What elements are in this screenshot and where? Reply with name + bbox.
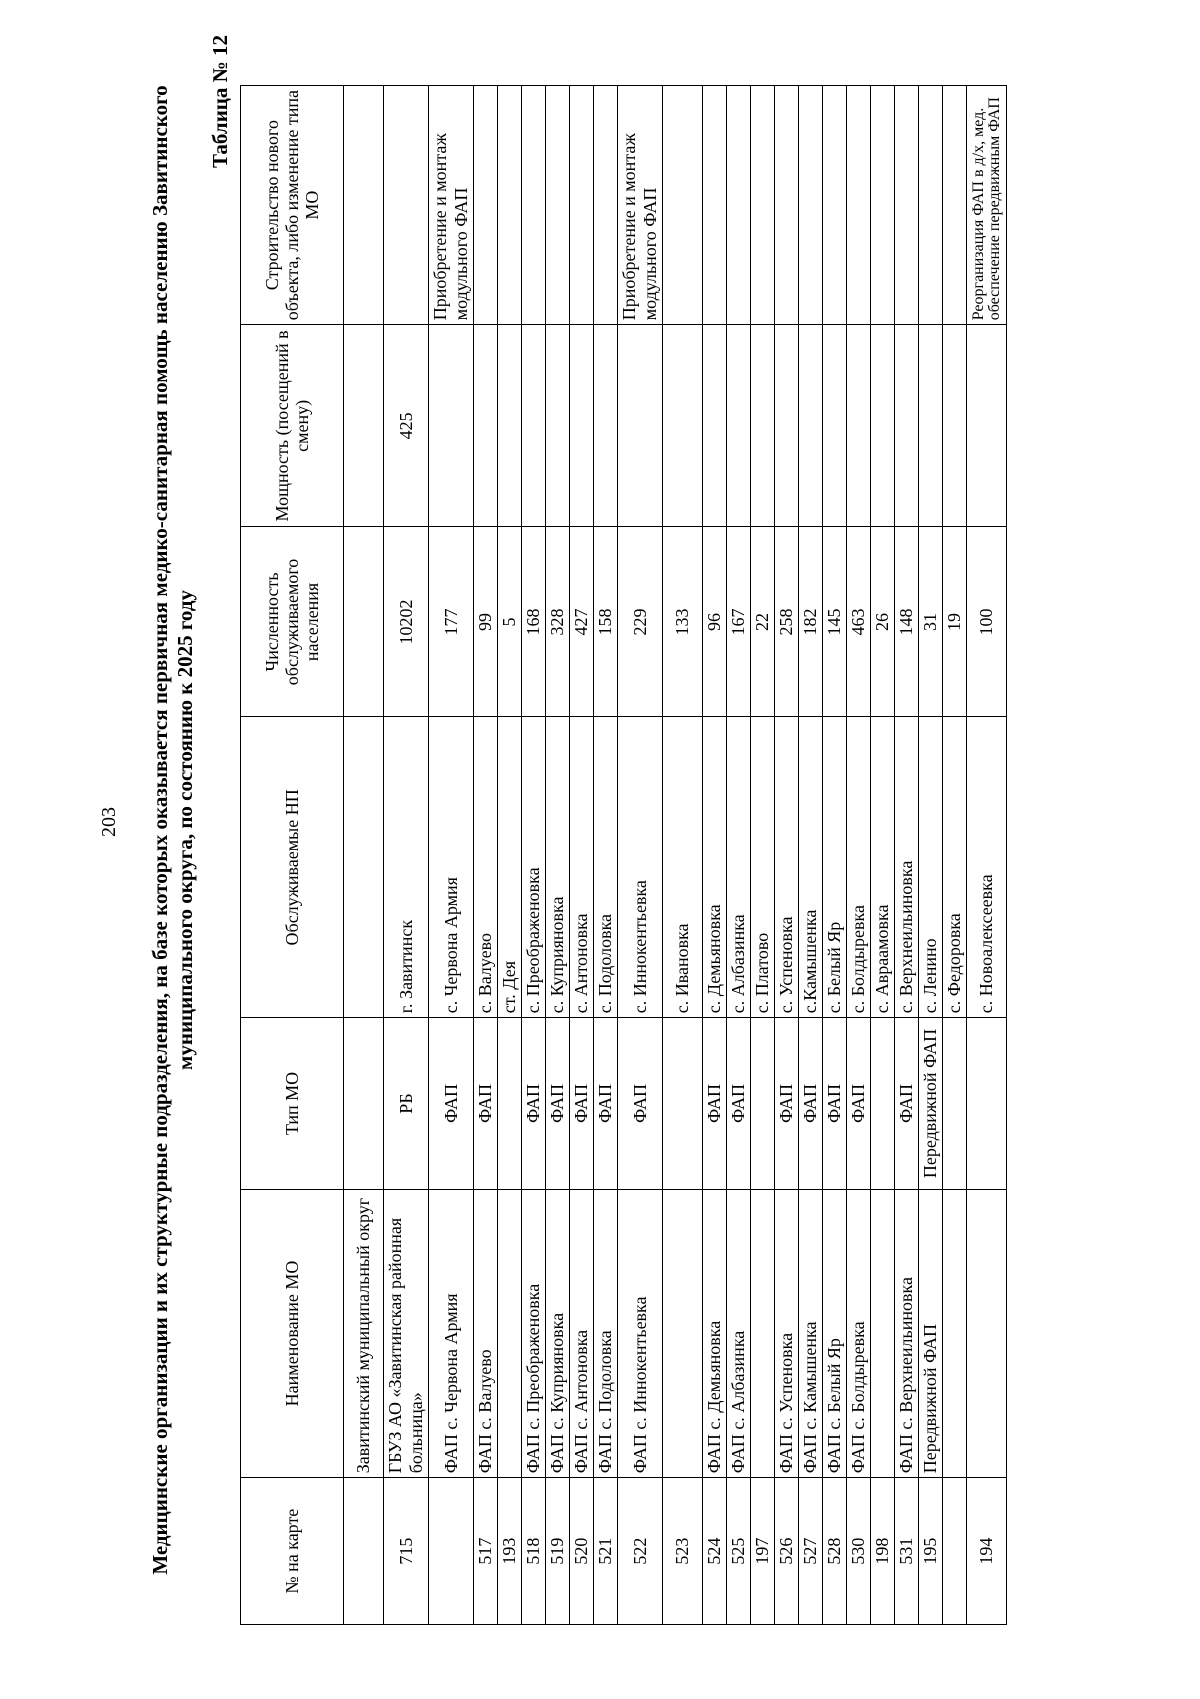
table-row [847, 86, 871, 1625]
cell-settlement: с. Антоновка [570, 717, 594, 1018]
header-capacity: Мощность (посещений в смену) [241, 325, 344, 527]
cell-map-number: 526 [775, 1478, 799, 1625]
cell-capacity [919, 325, 943, 527]
table-row [594, 86, 618, 1625]
cell-capacity [522, 325, 546, 527]
cell-construction [799, 86, 823, 325]
cell-settlement: с. Болдыревка [847, 717, 871, 1018]
table-row [751, 86, 775, 1625]
cell-capacity [594, 325, 618, 527]
cell-map-number: 528 [823, 1478, 847, 1625]
cell-mo-type [871, 1018, 895, 1189]
cell-capacity [943, 325, 967, 527]
cell-population: 258 [775, 527, 799, 717]
cell-settlement [344, 717, 384, 1018]
table-row [618, 86, 663, 1625]
document-title-line2: муниципального округа, по состоянию к 2025 году [173, 590, 197, 1070]
cell-population: 168 [522, 527, 546, 717]
cell-map-number: 521 [594, 1478, 618, 1625]
table-row [384, 86, 429, 1625]
cell-mo-name: ФАП с. Подоловка [594, 1189, 618, 1478]
cell-capacity [570, 325, 594, 527]
cell-map-number: 194 [967, 1478, 1007, 1625]
cell-mo-type: ФАП [546, 1018, 570, 1189]
table-row [344, 86, 384, 1625]
cell-mo-type: ФАП [895, 1018, 919, 1189]
table-row [522, 86, 546, 1625]
cell-construction [474, 86, 498, 325]
cell-map-number: 519 [546, 1478, 570, 1625]
cell-mo-type [967, 1018, 1007, 1189]
cell-population: 19 [943, 527, 967, 717]
rotated-content [148, 35, 1008, 1625]
cell-population: 167 [727, 527, 751, 717]
cell-capacity [847, 325, 871, 527]
cell-map-number: 523 [663, 1478, 703, 1625]
cell-settlement: с. Червона Армия [429, 717, 474, 1018]
table-row [429, 86, 474, 1625]
table-body [344, 86, 1007, 1625]
table-caption: Таблица № 12 [208, 35, 232, 169]
cell-settlement: с. Подоловка [594, 717, 618, 1018]
cell-population: 463 [847, 527, 871, 717]
cell-map-number [943, 1478, 967, 1625]
table-row [943, 86, 967, 1625]
cell-mo-name [871, 1189, 895, 1478]
cell-construction [703, 86, 727, 325]
cell-mo-name [943, 1189, 967, 1478]
cell-construction [751, 86, 775, 325]
cell-construction [775, 86, 799, 325]
cell-mo-name [498, 1189, 522, 1478]
cell-mo-name: ФАП с. Камышенка [799, 1189, 823, 1478]
cell-capacity [895, 325, 919, 527]
cell-map-number [344, 1478, 384, 1625]
cell-capacity [703, 325, 727, 527]
header-row [241, 86, 344, 1625]
cell-mo-type [344, 1018, 384, 1189]
cell-population: 229 [618, 527, 663, 717]
page-number: 203 [98, 807, 120, 837]
cell-capacity [775, 325, 799, 527]
cell-mo-name [967, 1189, 1007, 1478]
cell-settlement: с. Авраамовка [871, 717, 895, 1018]
cell-settlement: с. Ивановка [663, 717, 703, 1018]
cell-capacity: 425 [384, 325, 429, 527]
cell-construction [943, 86, 967, 325]
cell-mo-type: ФАП [618, 1018, 663, 1189]
cell-map-number: 517 [474, 1478, 498, 1625]
cell-mo-type: Передвижной ФАП [919, 1018, 943, 1189]
cell-capacity [967, 325, 1007, 527]
cell-map-number: 524 [703, 1478, 727, 1625]
cell-mo-type: ФАП [570, 1018, 594, 1189]
cell-mo-type: ФАП [429, 1018, 474, 1189]
cell-capacity [751, 325, 775, 527]
cell-mo-name: ФАП с. Белый Яр [823, 1189, 847, 1478]
cell-mo-type: ФАП [703, 1018, 727, 1189]
cell-capacity [546, 325, 570, 527]
cell-map-number: 522 [618, 1478, 663, 1625]
cell-mo-type [751, 1018, 775, 1189]
cell-mo-name [751, 1189, 775, 1478]
cell-mo-type: ФАП [594, 1018, 618, 1189]
header-mo-type: Тип МО [241, 1018, 344, 1189]
cell-mo-name: ФАП с. Иннокентьевка [618, 1189, 663, 1478]
cell-population: 31 [919, 527, 943, 717]
document-title-line1: Медицинские организации и их структурные подразделения, на базе которых оказывается первичная медико-санитарная помощь населению Завитинского [148, 85, 172, 1575]
cell-construction [384, 86, 429, 325]
cell-capacity [727, 325, 751, 527]
cell-population: 158 [594, 527, 618, 717]
cell-mo-name: ФАП с. Демьяновка [703, 1189, 727, 1478]
cell-mo-name: ФАП с. Верхнеильиновка [895, 1189, 919, 1478]
header-map-number: № на карте [241, 1478, 344, 1625]
cell-capacity [429, 325, 474, 527]
cell-settlement: с. Успеновка [775, 717, 799, 1018]
cell-map-number: 198 [871, 1478, 895, 1625]
cell-population: 177 [429, 527, 474, 717]
cell-mo-type: ФАП [522, 1018, 546, 1189]
cell-mo-type: РБ [384, 1018, 429, 1189]
cell-construction [522, 86, 546, 325]
cell-construction [570, 86, 594, 325]
cell-mo-type: ФАП [727, 1018, 751, 1189]
cell-construction [823, 86, 847, 325]
cell-mo-type: ФАП [474, 1018, 498, 1189]
table-row [919, 86, 943, 1625]
table-row [663, 86, 703, 1625]
table-row [775, 86, 799, 1625]
cell-population: 148 [895, 527, 919, 717]
cell-population: 133 [663, 527, 703, 717]
cell-map-number: 527 [799, 1478, 823, 1625]
cell-mo-name: Завитинский муниципальный округ [344, 1189, 384, 1478]
cell-mo-type: ФАП [847, 1018, 871, 1189]
cell-construction [498, 86, 522, 325]
cell-population: 96 [703, 527, 727, 717]
cell-mo-name [663, 1189, 703, 1478]
cell-mo-name: ФАП с. Болдыревка [847, 1189, 871, 1478]
cell-settlement: с.Камышенка [799, 717, 823, 1018]
cell-population: 145 [823, 527, 847, 717]
cell-settlement: с. Белый Яр [823, 717, 847, 1018]
cell-mo-name: ФАП с. Преображеновка [522, 1189, 546, 1478]
cell-capacity [663, 325, 703, 527]
cell-construction: Приобретение и монтаж модульного ФАП [618, 86, 663, 325]
table-row [871, 86, 895, 1625]
cell-mo-type [498, 1018, 522, 1189]
cell-population [344, 527, 384, 717]
table-row [570, 86, 594, 1625]
table-row [727, 86, 751, 1625]
header-mo-name: Наименование МО [241, 1189, 344, 1478]
cell-mo-type: ФАП [775, 1018, 799, 1189]
cell-construction [895, 86, 919, 325]
cell-construction [663, 86, 703, 325]
cell-capacity [474, 325, 498, 527]
cell-population: 427 [570, 527, 594, 717]
table-row [967, 86, 1007, 1625]
cell-capacity [871, 325, 895, 527]
table-row [546, 86, 570, 1625]
cell-mo-name: ФАП с. Антоновка [570, 1189, 594, 1478]
cell-settlement: ст. Дея [498, 717, 522, 1018]
cell-mo-name: ФАП с. Червона Армия [429, 1189, 474, 1478]
cell-settlement: с. Валуево [474, 717, 498, 1018]
cell-construction [546, 86, 570, 325]
table-row [703, 86, 727, 1625]
cell-construction: Приобретение и монтаж модульного ФАП [429, 86, 474, 325]
cell-mo-name: ФАП с. Успеновка [775, 1189, 799, 1478]
cell-mo-name: ФАП с. Валуево [474, 1189, 498, 1478]
cell-population: 22 [751, 527, 775, 717]
cell-capacity [498, 325, 522, 527]
cell-mo-name: Передвижной ФАП [919, 1189, 943, 1478]
cell-capacity [823, 325, 847, 527]
cell-map-number: 518 [522, 1478, 546, 1625]
header-population: Численность обслуживаемого населения [241, 527, 344, 717]
cell-map-number: 195 [919, 1478, 943, 1625]
cell-capacity [799, 325, 823, 527]
cell-population: 99 [474, 527, 498, 717]
cell-construction [871, 86, 895, 325]
cell-settlement: с. Платово [751, 717, 775, 1018]
table-row [895, 86, 919, 1625]
cell-settlement: с. Албазинка [727, 717, 751, 1018]
cell-settlement: с. Преображеновка [522, 717, 546, 1018]
cell-population: 10202 [384, 527, 429, 717]
cell-population: 182 [799, 527, 823, 717]
cell-map-number: 193 [498, 1478, 522, 1625]
cell-mo-name: ФАП с. Албазинка [727, 1189, 751, 1478]
cell-map-number: 520 [570, 1478, 594, 1625]
table-row [799, 86, 823, 1625]
cell-settlement: с. Демьяновка [703, 717, 727, 1018]
cell-mo-type: ФАП [823, 1018, 847, 1189]
cell-map-number: 525 [727, 1478, 751, 1625]
cell-settlement: с. Верхнеильиновка [895, 717, 919, 1018]
cell-settlement: с. Новоалексеевка [967, 717, 1007, 1018]
cell-settlement: г. Завитинск [384, 717, 429, 1018]
cell-map-number: 531 [895, 1478, 919, 1625]
table-row [498, 86, 522, 1625]
cell-capacity [618, 325, 663, 527]
cell-map-number: 197 [751, 1478, 775, 1625]
cell-capacity [344, 325, 384, 527]
cell-population: 26 [871, 527, 895, 717]
table-row [474, 86, 498, 1625]
cell-map-number [429, 1478, 474, 1625]
cell-construction: Реорганизация ФАП в д/х, мед. обеспечение передвижным ФАП [967, 86, 1007, 325]
cell-settlement: с. Федоровка [943, 717, 967, 1018]
facilities-table [240, 85, 1007, 1625]
cell-mo-type [943, 1018, 967, 1189]
cell-construction [847, 86, 871, 325]
cell-population: 328 [546, 527, 570, 717]
cell-construction [727, 86, 751, 325]
cell-mo-name: ФАП с. Куприяновка [546, 1189, 570, 1478]
cell-settlement: с. Куприяновка [546, 717, 570, 1018]
cell-map-number: 530 [847, 1478, 871, 1625]
cell-settlement: с. Ленино [919, 717, 943, 1018]
cell-construction [344, 86, 384, 325]
cell-construction [919, 86, 943, 325]
table-row [823, 86, 847, 1625]
cell-mo-type: ФАП [799, 1018, 823, 1189]
cell-mo-name: ГБУЗ АО «Завитинская районная больница» [384, 1189, 429, 1478]
cell-population: 5 [498, 527, 522, 717]
cell-settlement: с. Иннокентьевка [618, 717, 663, 1018]
header-construction: Строительство нового объекта, либо изменение типа МО [241, 86, 344, 325]
cell-population: 100 [967, 527, 1007, 717]
cell-map-number: 715 [384, 1478, 429, 1625]
header-served-settlements: Обслуживаемые НП [241, 717, 344, 1018]
cell-construction [594, 86, 618, 325]
cell-mo-type [663, 1018, 703, 1189]
